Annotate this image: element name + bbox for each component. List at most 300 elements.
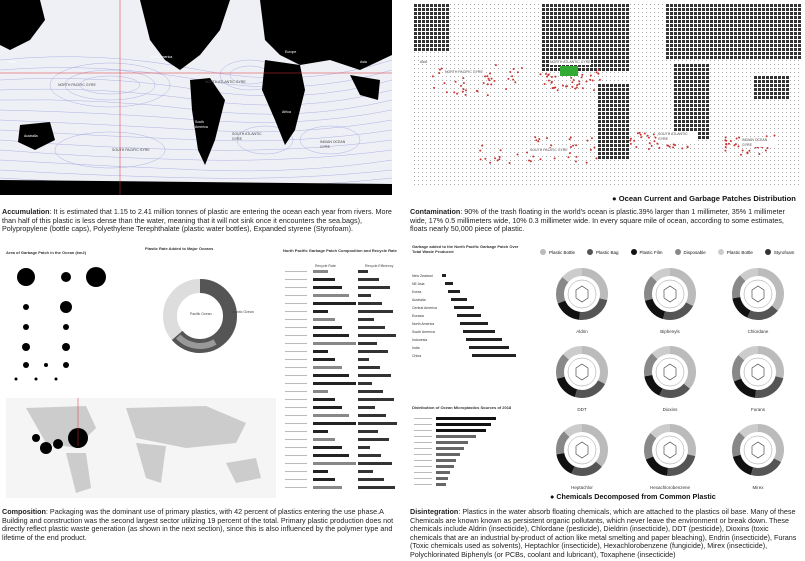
land-dot xyxy=(550,48,553,51)
ocean-dot xyxy=(638,80,639,81)
land-dot xyxy=(738,4,741,7)
ocean-dot xyxy=(654,44,655,45)
ocean-dot xyxy=(542,160,543,161)
ocean-dot xyxy=(654,8,655,9)
ocean-dot xyxy=(506,148,507,149)
land-dot xyxy=(602,36,605,39)
ocean-dot xyxy=(494,168,495,169)
ocean-dot xyxy=(734,132,735,133)
ocean-dot xyxy=(794,124,795,125)
ocean-dot xyxy=(510,168,511,169)
ocean-dot xyxy=(442,148,443,149)
ocean-dot xyxy=(482,28,483,29)
ocean-dot xyxy=(714,132,715,133)
land-dot xyxy=(794,36,797,39)
land-dot xyxy=(598,128,601,131)
ocean-dot xyxy=(486,116,487,117)
ocean-dot xyxy=(454,20,455,21)
label-iog: INDIAN OCEAN GYRE xyxy=(742,138,777,147)
ocean-dot xyxy=(562,132,563,133)
land-dot xyxy=(742,8,745,11)
ocean-dot xyxy=(786,64,787,65)
ocean-dot xyxy=(522,8,523,9)
land-dot xyxy=(698,128,701,131)
ocean-dot xyxy=(734,168,735,169)
ocean-dot xyxy=(642,40,643,41)
ocean-dot xyxy=(594,172,595,173)
land-dot xyxy=(730,32,733,35)
ocean-dot xyxy=(450,172,451,173)
land-dot xyxy=(678,68,681,71)
ocean-dot xyxy=(498,80,499,81)
donut-svg xyxy=(640,264,700,324)
ocean-dot xyxy=(666,160,667,161)
ocean-dot xyxy=(506,16,507,17)
land-dot xyxy=(686,56,689,59)
land-dot xyxy=(554,52,557,55)
ocean-dot xyxy=(466,184,467,185)
ocean-dot xyxy=(770,104,771,105)
ocean-dot xyxy=(742,164,743,165)
ocean-dot xyxy=(606,80,607,81)
ocean-dot xyxy=(546,100,547,101)
ocean-dot xyxy=(758,112,759,113)
ocean-dot xyxy=(490,20,491,21)
land-dot xyxy=(786,36,789,39)
ocean-dot xyxy=(414,80,415,81)
ocean-dot xyxy=(534,80,535,81)
land-dot xyxy=(698,44,701,47)
land-dot xyxy=(606,16,609,19)
micro-bar xyxy=(436,471,450,474)
ocean-dot xyxy=(778,160,779,161)
land-dot xyxy=(418,28,421,31)
ocean-dot xyxy=(566,112,567,113)
ocean-dot xyxy=(562,88,563,89)
ocean-dot xyxy=(418,76,419,77)
ocean-dot xyxy=(722,72,723,73)
land-dot xyxy=(746,44,749,47)
ocean-dot xyxy=(574,92,575,93)
land-dot xyxy=(766,92,769,95)
land-dot xyxy=(778,44,781,47)
ocean-dot xyxy=(446,136,447,137)
land-dot xyxy=(698,104,701,107)
ocean-dot xyxy=(642,156,643,157)
land-dot xyxy=(754,20,757,23)
ocean-dot xyxy=(450,168,451,169)
ocean-dot xyxy=(662,20,663,21)
ocean-dot xyxy=(578,172,579,173)
ocean-dot xyxy=(798,148,799,149)
ocean-dot xyxy=(714,64,715,65)
ocean-dot xyxy=(630,148,631,149)
world-map-currents xyxy=(0,0,392,195)
ocean-dot xyxy=(506,24,507,25)
ocean-dot xyxy=(526,96,527,97)
ocean-dot xyxy=(586,88,587,89)
ocean-dot xyxy=(546,128,547,129)
land-dot xyxy=(566,8,569,11)
land-dot xyxy=(550,4,553,7)
ocean-dot xyxy=(558,104,559,105)
ocean-dot xyxy=(478,120,479,121)
ocean-dot xyxy=(422,172,423,173)
ocean-dot xyxy=(522,76,523,77)
ocean-dot xyxy=(534,72,535,73)
ocean-dot xyxy=(562,180,563,181)
ocean-dot xyxy=(798,100,799,101)
ocean-dot xyxy=(690,180,691,181)
ocean-dot xyxy=(638,72,639,73)
ocean-dot xyxy=(718,168,719,169)
ocean-dot xyxy=(630,88,631,89)
ocean-dot xyxy=(474,80,475,81)
land-dot xyxy=(742,56,745,59)
land-dot xyxy=(586,32,589,35)
land-dot xyxy=(702,116,705,119)
ocean-dot xyxy=(738,148,739,149)
ocean-dot xyxy=(418,116,419,117)
ocean-dot xyxy=(434,132,435,133)
ocean-dot xyxy=(530,16,531,17)
ocean-dot xyxy=(542,84,543,85)
land-dot xyxy=(438,12,441,15)
land-dot xyxy=(602,104,605,107)
ocean-dot xyxy=(498,56,499,57)
land-dot xyxy=(610,40,613,43)
ocean-dot xyxy=(758,120,759,121)
ocean-dot xyxy=(598,180,599,181)
ocean-dot xyxy=(738,88,739,89)
ocean-dot xyxy=(650,124,651,125)
land-dot xyxy=(618,20,621,23)
land-dot xyxy=(550,8,553,11)
land-dot xyxy=(786,76,789,79)
ocean-dot xyxy=(446,96,447,97)
label-australia: Australia xyxy=(24,134,38,138)
ocean-dot xyxy=(642,48,643,49)
ocean-dot xyxy=(498,88,499,89)
ocean-dot xyxy=(642,56,643,57)
ocean-dot xyxy=(414,108,415,109)
ocean-dot xyxy=(722,68,723,69)
ocean-dot xyxy=(482,148,483,149)
ocean-dot xyxy=(474,68,475,69)
ocean-dot xyxy=(462,80,463,81)
ocean-dot xyxy=(642,100,643,101)
ocean-dot xyxy=(522,92,523,93)
ocean-dot xyxy=(506,52,507,53)
ocean-dot xyxy=(562,124,563,125)
land-dot xyxy=(758,4,761,7)
ocean-dot xyxy=(446,156,447,157)
land-dot xyxy=(722,40,725,43)
land-dot xyxy=(594,40,597,43)
ocean-dot xyxy=(482,88,483,89)
ocean-dot xyxy=(638,136,639,137)
ocean-dot xyxy=(434,60,435,61)
ocean-dot xyxy=(778,72,779,73)
garbage-patch-dot xyxy=(596,71,598,73)
ocean-dot xyxy=(710,64,711,65)
land-dot xyxy=(750,20,753,23)
ocean-dot xyxy=(506,168,507,169)
ocean-dot xyxy=(646,36,647,37)
land-dot xyxy=(606,100,609,103)
ocean-dot xyxy=(426,80,427,81)
ocean-dot xyxy=(514,24,515,25)
garbage-bar xyxy=(469,346,509,349)
land-dot xyxy=(614,48,617,51)
recycle-eff-bar xyxy=(358,422,397,425)
land-dot xyxy=(606,116,609,119)
ocean-dot xyxy=(454,100,455,101)
garbage-patch-map xyxy=(410,0,805,190)
ocean-dot xyxy=(638,108,639,109)
ocean-dot xyxy=(766,120,767,121)
garbage-patch-dot xyxy=(725,136,727,138)
land-dot xyxy=(558,20,561,23)
ocean-dot xyxy=(466,176,467,177)
ocean-dot xyxy=(650,32,651,33)
ocean-dot xyxy=(502,40,503,41)
ocean-dot xyxy=(642,148,643,149)
ocean-dot xyxy=(626,168,627,169)
ocean-dot xyxy=(630,124,631,125)
ocean-dot xyxy=(754,128,755,129)
land-dot xyxy=(754,44,757,47)
ocean-dot xyxy=(578,76,579,77)
ocean-dot xyxy=(458,120,459,121)
ocean-dot xyxy=(422,180,423,181)
land-dot xyxy=(602,88,605,91)
ocean-dot xyxy=(634,80,635,81)
ocean-dot xyxy=(526,128,527,129)
ocean-dot xyxy=(650,176,651,177)
ocean-dot xyxy=(446,172,447,173)
ocean-dot xyxy=(438,128,439,129)
ocean-dot xyxy=(502,12,503,13)
chemical-donut xyxy=(640,342,700,414)
ocean-dot xyxy=(570,160,571,161)
land-dot xyxy=(422,36,425,39)
ocean-dot xyxy=(782,128,783,129)
ocean-dot xyxy=(414,144,415,145)
ocean-dot xyxy=(498,84,499,85)
land-dot xyxy=(626,120,629,123)
recycle-eff-bar xyxy=(358,270,368,273)
ocean-dot xyxy=(710,128,711,129)
ocean-dot xyxy=(542,124,543,125)
ocean-dot xyxy=(514,128,515,129)
land-dot xyxy=(706,4,709,7)
land-dot xyxy=(626,64,629,67)
ocean-dot xyxy=(582,100,583,101)
ocean-dot xyxy=(450,28,451,29)
land-dot xyxy=(558,36,561,39)
land-dot xyxy=(602,52,605,55)
land-dot xyxy=(546,12,549,15)
land-dot xyxy=(566,52,569,55)
land-dot xyxy=(606,156,609,159)
ocean-dot xyxy=(518,96,519,97)
ocean-dot xyxy=(450,52,451,53)
ocean-dot xyxy=(726,172,727,173)
ocean-dot xyxy=(534,76,535,77)
land-dot xyxy=(790,20,793,23)
ocean-dot xyxy=(718,136,719,137)
land-dot xyxy=(698,40,701,43)
land-dot xyxy=(730,24,733,27)
ocean-dot xyxy=(498,180,499,181)
ocean-dot xyxy=(414,64,415,65)
ocean-dot xyxy=(758,64,759,65)
ocean-dot xyxy=(662,176,663,177)
land-dot xyxy=(742,40,745,43)
land-dot xyxy=(742,24,745,27)
ocean-dot xyxy=(742,116,743,117)
ocean-dot xyxy=(714,80,715,81)
land-dot xyxy=(622,104,625,107)
ocean-dot xyxy=(566,160,567,161)
land-dot xyxy=(746,52,749,55)
row-label xyxy=(285,399,307,400)
land-dot xyxy=(614,60,617,63)
ocean-dot xyxy=(762,100,763,101)
ocean-dot xyxy=(794,96,795,97)
ocean-dot xyxy=(458,108,459,109)
ocean-dot xyxy=(538,144,539,145)
ocean-dot xyxy=(774,172,775,173)
ocean-dot xyxy=(726,120,727,121)
land-dot xyxy=(550,12,553,15)
ocean-dot xyxy=(458,28,459,29)
land-dot xyxy=(546,64,549,67)
land-dot xyxy=(578,44,581,47)
land-dot xyxy=(674,24,677,27)
recycle-eff-bar xyxy=(358,390,383,393)
land-dot xyxy=(582,8,585,11)
ocean-dot xyxy=(530,180,531,181)
ocean-dot xyxy=(798,92,799,93)
bullet-icon: ● xyxy=(550,492,557,501)
land-dot xyxy=(734,32,737,35)
ocean-dot xyxy=(430,56,431,57)
land-dot xyxy=(738,52,741,55)
ocean-dot xyxy=(714,176,715,177)
ocean-dot xyxy=(594,84,595,85)
ocean-dot xyxy=(522,108,523,109)
ocean-dot xyxy=(454,132,455,133)
ocean-dot xyxy=(578,180,579,181)
ocean-dot xyxy=(554,92,555,93)
land-dot xyxy=(718,52,721,55)
land-dot xyxy=(706,124,709,127)
land-dot xyxy=(422,48,425,51)
ocean-dot xyxy=(414,88,415,89)
ocean-dot xyxy=(786,164,787,165)
ocean-dot xyxy=(662,32,663,33)
ocean-dot xyxy=(758,100,759,101)
land-dot xyxy=(770,92,773,95)
ocean-dot xyxy=(510,152,511,153)
ocean-dot xyxy=(630,4,631,5)
ocean-dot xyxy=(554,180,555,181)
ocean-dot xyxy=(482,100,483,101)
ocean-dot xyxy=(502,52,503,53)
ocean-dot xyxy=(506,132,507,133)
ocean-dot xyxy=(706,164,707,165)
land-dot xyxy=(622,144,625,147)
land-dot xyxy=(710,44,713,47)
ocean-dot xyxy=(506,36,507,37)
ocean-dot xyxy=(482,104,483,105)
land-dot xyxy=(678,44,681,47)
land-dot xyxy=(698,112,701,115)
donut-svg xyxy=(552,420,612,480)
ocean-dot xyxy=(486,72,487,73)
garbage-patch-dot xyxy=(687,146,689,148)
ocean-dot xyxy=(674,168,675,169)
ocean-dot xyxy=(718,96,719,97)
land-dot xyxy=(682,72,685,75)
ocean-dot xyxy=(586,168,587,169)
ocean-dot xyxy=(526,52,527,53)
land-dot xyxy=(582,68,585,71)
land-dot xyxy=(718,40,721,43)
ocean-dot xyxy=(638,112,639,113)
ocean-dot xyxy=(670,76,671,77)
ocean-dot xyxy=(658,80,659,81)
ocean-dot xyxy=(506,128,507,129)
ocean-dot xyxy=(654,64,655,65)
ocean-dot xyxy=(638,20,639,21)
ocean-dot xyxy=(462,28,463,29)
land-dot xyxy=(786,88,789,91)
ocean-dot xyxy=(574,140,575,141)
land-dot xyxy=(622,36,625,39)
ocean-dot xyxy=(490,8,491,9)
ocean-dot xyxy=(662,148,663,149)
ocean-dot xyxy=(574,124,575,125)
land-dot xyxy=(762,24,765,27)
ocean-dot xyxy=(514,36,515,37)
ocean-dot xyxy=(550,84,551,85)
ocean-dot xyxy=(738,144,739,145)
ocean-dot xyxy=(730,176,731,177)
ocean-dot xyxy=(574,96,575,97)
ocean-dot xyxy=(546,168,547,169)
land-dot xyxy=(626,20,629,23)
ocean-dot xyxy=(682,156,683,157)
land-dot xyxy=(694,96,697,99)
ocean-dot xyxy=(650,148,651,149)
ocean-dot xyxy=(522,172,523,173)
recycle-eff-bar xyxy=(358,382,372,385)
recycle-rate-bar xyxy=(313,374,349,377)
label-south-america: South America xyxy=(195,120,208,129)
ocean-dot xyxy=(442,164,443,165)
ocean-dot xyxy=(438,160,439,161)
land-dot xyxy=(690,24,693,27)
land-dot xyxy=(726,32,729,35)
ocean-dot xyxy=(650,140,651,141)
garbage-patch-dot xyxy=(582,87,584,89)
ocean-dot xyxy=(650,64,651,65)
ocean-dot xyxy=(626,172,627,173)
garbage-patch-dot xyxy=(539,73,541,75)
